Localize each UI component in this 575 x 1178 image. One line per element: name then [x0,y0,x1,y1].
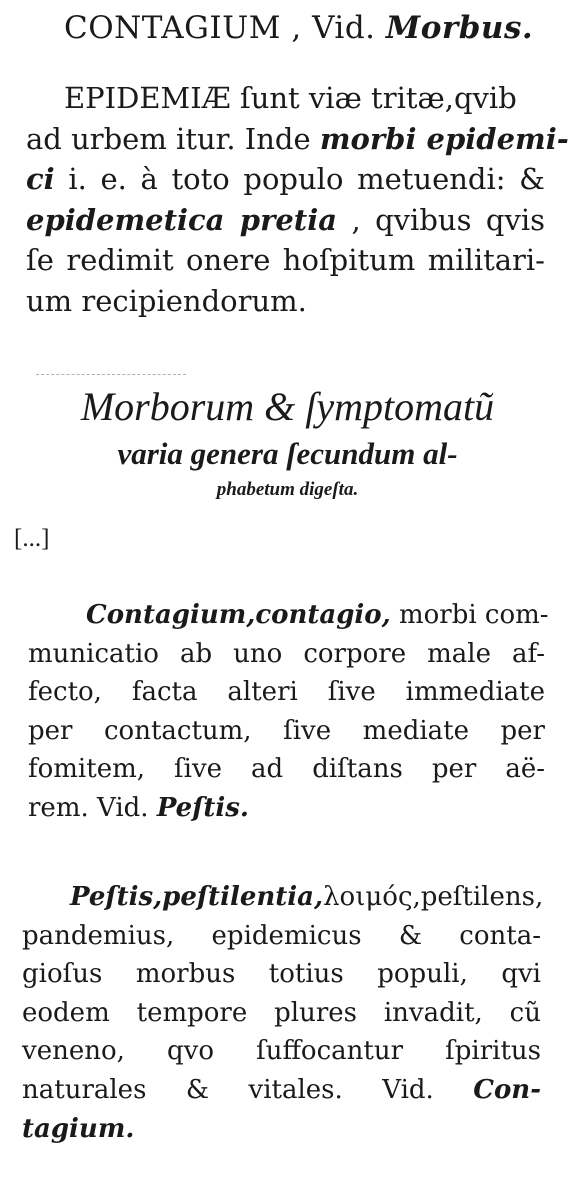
text-run: municatio ab uno corpore male af- [28,638,545,669]
text-line [28,673,545,712]
header-vid: Vid. [312,10,376,46]
section-title-line-3: phabetum digeſta. [216,479,359,500]
header-ref: Morbus. [385,10,534,46]
text-line [28,635,545,674]
text-run: i. e. à toto populo metuendi: & [54,162,545,196]
text-run: rem. Vid. [28,792,157,823]
text-line [28,712,545,751]
text-run: ad urbem itur. Inde [26,121,320,156]
entry-epidemiae [0,78,575,321]
text-run: morbi com- [390,600,549,630]
italic-run: morbi epidemi- [319,121,569,156]
text-run: fecto, facta alteri ſive immediate [28,677,545,707]
text-run: fomitem, ſive ad diſtans per aë- [28,754,545,784]
text-line [22,1110,541,1149]
section-title-line-1: Morborum & ſymptomatũ [80,384,495,429]
header-term: CONTAGIUM , [64,10,302,46]
text-line [26,78,545,119]
text-run: eodem tempore plures invadit, cũ [22,997,541,1028]
italic-run: Peſtis,peſtilentia, [70,882,324,912]
entry-contagium [0,596,575,827]
text-run: λοιμός, [323,882,421,912]
text-run: EPIDEMIÆ ſunt viæ tritæ,qvib [64,81,517,115]
italic-run: tagium. [22,1113,135,1144]
text-line [22,917,541,956]
text-run: per contactum, ſive mediate per [28,715,545,746]
section-divider [36,374,186,375]
text-run: um recipiendorum. [26,283,307,318]
text-line [26,240,545,281]
italic-run: epidemetica pretia [26,202,337,237]
text-line [22,1032,541,1071]
section-title-line-2: varia genera ſecundum al- [117,436,458,471]
text-line [22,955,541,994]
text-line [26,159,545,200]
text-run: , qvibus qvis [337,202,545,237]
text-line [28,750,545,789]
text-run: veneno, qvo ſuffocantur ſpiritus [22,1036,541,1067]
text-line [28,596,549,635]
section-title [0,382,575,504]
omission-marker: [...] [14,525,50,552]
italic-run: Contagium,contagio, [86,600,391,630]
text-line [26,200,545,241]
italic-run: ci [26,162,55,196]
text-line [26,281,545,322]
text-run: gioſus morbus totius populi, qvi [22,959,541,990]
entry-pestis [0,878,575,1148]
entry-header [0,4,575,52]
text-run: peſtilens, [420,882,544,912]
text-line [22,994,541,1033]
text-line [28,789,545,828]
text-line [22,1071,541,1110]
text-run: naturales & vitales. Vid. [22,1074,474,1105]
text-run: ſe redimit onere hoſpitum militari- [26,243,545,277]
italic-run: Peſtis. [156,792,249,823]
text-line [22,878,544,917]
text-line [26,119,569,160]
italic-run: Con- [473,1074,541,1105]
text-run: pandemius, epidemicus & conta- [22,920,541,951]
